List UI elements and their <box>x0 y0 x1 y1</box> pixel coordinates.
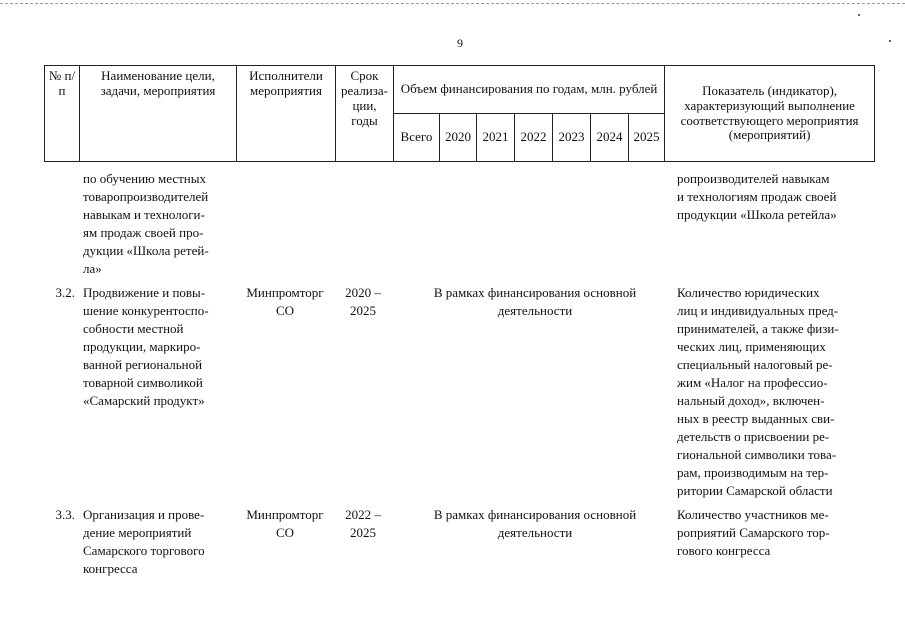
scan-speck <box>889 40 891 42</box>
header-year-2021: 2021 <box>477 114 515 162</box>
row-indicator: Количество участников ме- роприятий Самарского тор- гового конгресса <box>677 507 830 558</box>
header-year-2022: 2022 <box>515 114 553 162</box>
row-executors: Минпромторг СО <box>246 285 324 318</box>
row-name: Продвижение и повы- шение конкурентоспо- собности местной продукции, маркиро- ванной региональной товарной символикой «Самарский продукт» <box>83 285 209 408</box>
row-financing: В рамках финансирования основной деятельности <box>433 285 637 318</box>
row-name: Организация и прове- дение мероприятий Самарского торгового конгресса <box>83 507 205 576</box>
row-financing: В рамках финансирования основной деятельности <box>433 507 637 540</box>
row-num: 3.2. <box>55 285 75 300</box>
row-executors: Минпромторг СО <box>246 507 324 540</box>
row-term: 2022 – 2025 <box>345 507 381 540</box>
header-executors: Исполнители мероприятия <box>237 66 336 162</box>
header-term: Срок реализа-ции, годы <box>336 66 394 162</box>
row-term: 2020 – 2025 <box>345 285 381 318</box>
table-header <box>44 65 875 162</box>
header-indicator: Показатель (индикатор), характеризующий выполнение соответствующего мероприятия (мероприятий) <box>665 66 875 162</box>
header-financing: Объем финансирования по годам, млн. рублей <box>394 66 665 114</box>
header-year-total: Всего <box>394 114 440 162</box>
row-indicator: ропроизводителей навыкам и технологиям продаж своей продукции «Школа ретейла» <box>677 171 837 222</box>
page-number: 9 <box>457 36 463 50</box>
row-name: по обучению местных товаропроизводителей навыкам и технологи- ям продаж своей про- дукции «Школа ретей- ла» <box>83 171 209 276</box>
header-name: Наименование цели, задачи, мероприятия <box>80 66 237 162</box>
header-year-2023: 2023 <box>553 114 591 162</box>
row-indicator: Количество юридических лиц и индивидуальных пред- принимателей, а также физи- ческих лиц, применяющих специальный налоговый ре- жим «Налог на профессио- нальный доход», включен- ных в реестр выданных сви- детельств о присвоении ре- гиональной символики това- рам, производимым на тер- ритории Самарской области <box>677 285 839 498</box>
header-year-2024: 2024 <box>591 114 629 162</box>
page-top-edge <box>0 3 905 4</box>
header-num: № п/п <box>45 66 80 162</box>
header-year-2020: 2020 <box>440 114 477 162</box>
header-year-2025: 2025 <box>629 114 665 162</box>
row-num: 3.3. <box>55 507 75 522</box>
scan-speck <box>858 14 860 16</box>
